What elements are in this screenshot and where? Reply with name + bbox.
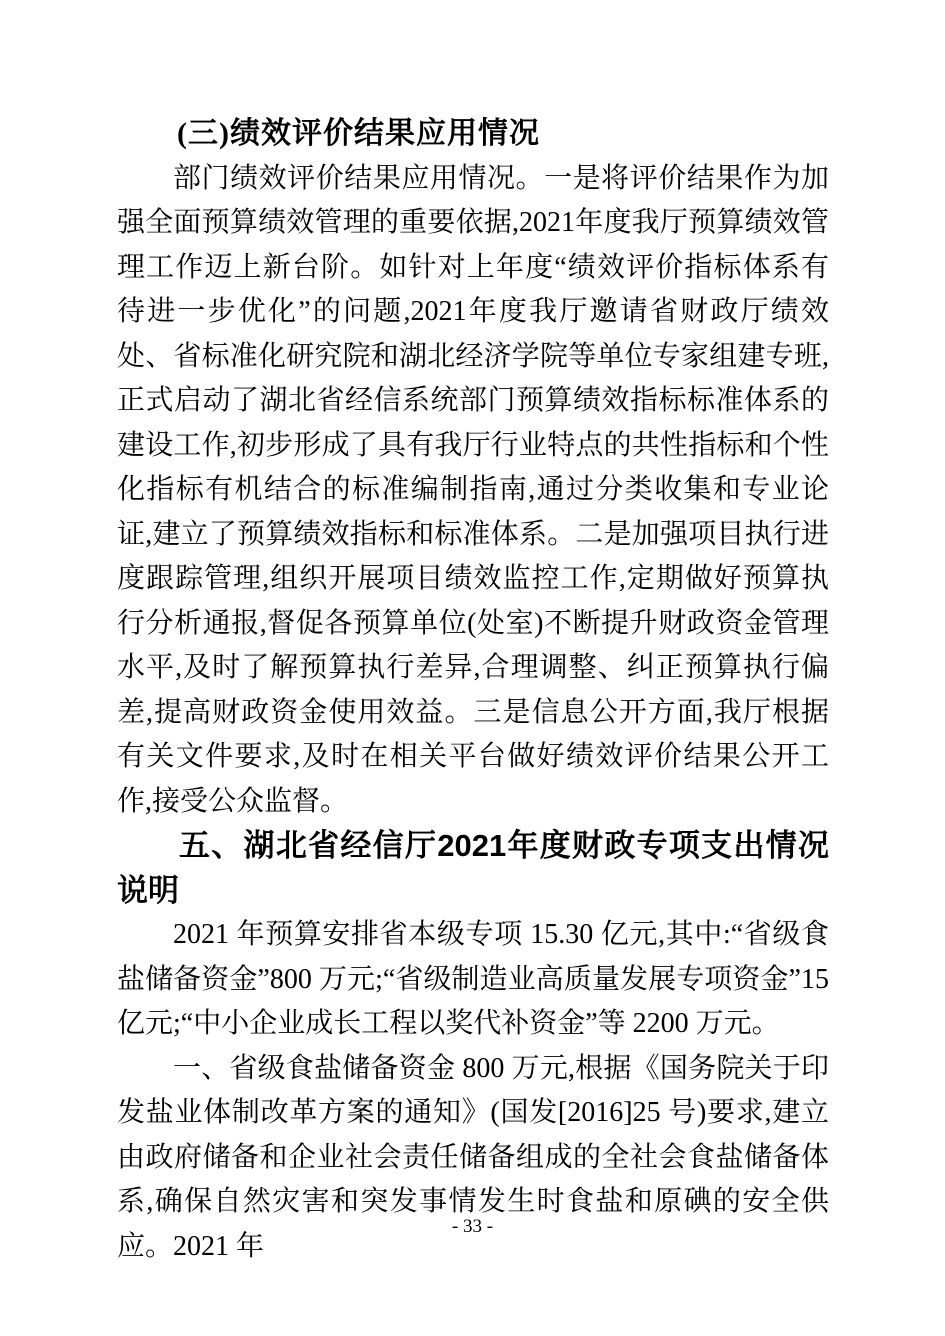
section-heading-special-expenditure: 五、湖北省经信厅2021年度财政专项支出情况说明	[117, 828, 829, 908]
paragraph-special-funds-overview: 2021 年预算安排省本级专项 15.30 亿元,其中:“省级食盐储备资金”800 万元;“省级制造业高质量发展专项资金”15 亿元;“中小企业成长工程以奖代补资金”等 2200 万元。	[117, 919, 829, 1039]
section-heading-performance-results: (三)绩效评价结果应用情况	[177, 117, 540, 150]
page-number: - 33 -	[451, 1216, 494, 1237]
document-text-block	[117, 112, 829, 1269]
paragraph-salt-reserve-fund: 一、省级食盐储备资金 800 万元,根据《国务院关于印发盐业体制改革方案的通知》(国发[2016]25 号)要求,建立由政府储备和企业社会责任储备组成的全社会食盐储备体系,确保自然灾害和突发事情发生时食盐和原碘的安全供应。2021 年	[117, 1052, 829, 1262]
paragraph-performance-results-application: 部门绩效评价结果应用情况。一是将评价结果作为加强全面预算绩效管理的重要依据,2021年度我厅预算绩效管理工作迈上新台阶。如针对上年度“绩效评价指标体系有待进一步优化”的问题,2021年度我厅邀请省财政厅绩效处、省标准化研究院和湖北经济学院等单位专家组建专班,正式启动了湖北省经信系统部门预算绩效指标标准体系的建设工作,初步形成了具有我厅行业特点的共性指标和个性化指标有机结合的标准编制指南,通过分类收集和专业论证,建立了预算绩效指标和标准体系。二是加强项目执行进度跟踪管理,组织开展项目绩效监控工作,定期做好预算执行分析通报,督促各预算单位(处室)不断提升财政资金管理水平,及时了解预算执行差异,合理调整、纠正预算执行偏差,提高财政资金使用效益。三是信息公开方面,我厅根据有关文件要求,及时在相关平台做好绩效评价结果公开工作,接受公众监督。	[117, 162, 829, 817]
